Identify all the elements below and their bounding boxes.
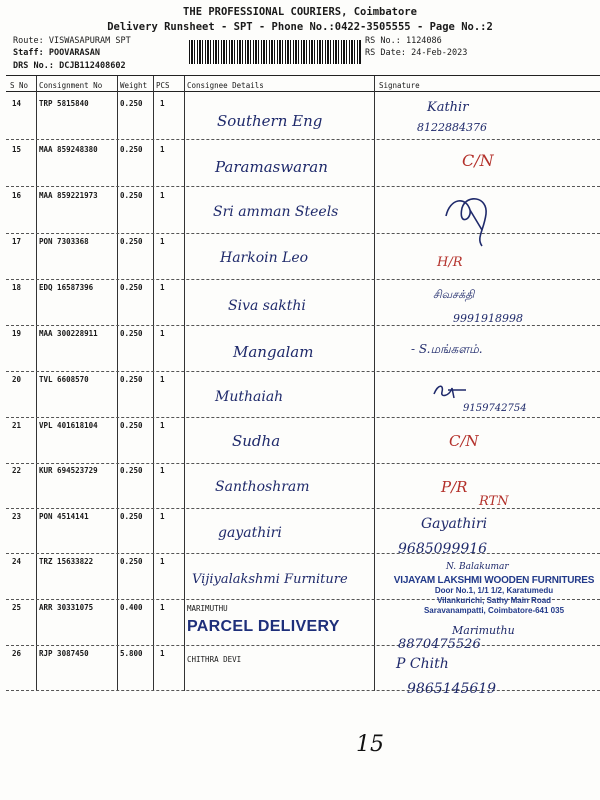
row-pcs: 1 (160, 237, 165, 246)
row-signature: Gayathiri (421, 516, 488, 532)
route-value: VISWASAPURAM SPT (48, 36, 131, 46)
row-consignment-no: TVL 6608570 (39, 375, 89, 384)
row-consignment-no: PON 7303368 (39, 237, 89, 246)
row-weight: 0.250 (120, 145, 143, 154)
row-divider (6, 186, 600, 187)
row-signature-phone: 9159742754 (463, 403, 527, 414)
row-consignment-no: PON 4514141 (39, 512, 89, 521)
rs-date-label: RS Date: (365, 48, 406, 58)
row-signature: C/N (462, 151, 494, 170)
stamp-company-name: VIJAYAM LAKSHMI WOODEN FURNITURES (393, 575, 595, 586)
row-weight: 0.250 (120, 512, 143, 521)
row-consignee-handwritten: Harkoin Leo (220, 250, 309, 266)
row-consignee-handwritten: Muthaiah (215, 389, 284, 405)
row-consignee-handwritten: Santhoshram (215, 479, 310, 495)
row-consignee: MARIMUTHU (187, 604, 228, 613)
row-divider (6, 279, 600, 280)
row-signature: H/R (437, 255, 463, 270)
row-sno: 21 (12, 421, 22, 430)
row-weight: 0.250 (120, 329, 143, 338)
row-consignment-no: RJP 3087450 (39, 649, 89, 658)
row-pcs: 1 (160, 649, 165, 658)
row-signature: Kathir (427, 100, 469, 115)
drs-label: DRS No.: (13, 61, 54, 71)
row-signature: Marimuthu (452, 624, 515, 637)
row-weight: 0.250 (120, 191, 143, 200)
row-consignment-no: TRP 5815840 (39, 99, 89, 108)
row-consignment-no: MAA 300228911 (39, 329, 98, 338)
row-consignment-no: VPL 401618104 (39, 421, 98, 430)
footer-handwritten-count: 15 (356, 732, 384, 757)
rs-no-value: 1124086 (405, 36, 442, 46)
rs-date-value: 24-Feb-2023 (411, 48, 468, 58)
company-rubber-stamp (391, 575, 597, 616)
row-divider (6, 690, 600, 691)
row-consignment-no: ARR 30331075 (39, 603, 94, 612)
row-weight: 0.250 (120, 557, 143, 566)
rs-no-label: RS No.: (365, 36, 401, 46)
rs-date-line (365, 48, 467, 58)
row-signature: சிவசக்தி (433, 288, 475, 301)
stamp-address-line: Door No.1, 1/1 1/2, Karatumedu (434, 586, 554, 595)
row-consignment-no: MAA 859248380 (39, 145, 98, 154)
row-consignment-no: MAA 859221973 (39, 191, 98, 200)
row-consignee-handwritten: Mangalam (233, 343, 314, 361)
parcel-delivery-stamp: PARCEL DELIVERY (187, 618, 340, 635)
runsheet-subtitle: Delivery Runsheet - SPT - Phone No.:0422-3505555 - Page No.:2 (107, 21, 493, 33)
row-signature: C/N (449, 432, 479, 450)
col-header-consignment: Consignment No (39, 81, 103, 90)
row-weight: 0.400 (120, 603, 143, 612)
row-consignee-handwritten: Siva sakthi (228, 298, 306, 314)
staff-line (13, 48, 100, 58)
row-consignment-no: KUR 694523729 (39, 466, 98, 475)
row-sno: 15 (12, 145, 22, 154)
row-sno: 25 (12, 603, 22, 612)
row-consignee-handwritten: Sudha (232, 432, 281, 450)
row-signature-phone: 8870475526 (398, 637, 481, 652)
row-pcs: 1 (160, 375, 165, 384)
row-sno: 24 (12, 557, 22, 566)
col-header-weight: Weight (120, 81, 148, 90)
row-sno: 14 (12, 99, 22, 108)
row-consignee-handwritten: gayathiri (218, 525, 282, 541)
row-pcs: 1 (160, 466, 165, 475)
row-sno: 26 (12, 649, 22, 658)
company-title: THE PROFESSIONAL COURIERS, Coimbatore (183, 6, 417, 18)
row-divider (6, 139, 600, 140)
row-consignee-handwritten: Paramaswaran (215, 158, 328, 176)
row-weight: 0.250 (120, 237, 143, 246)
row-weight: 0.250 (120, 99, 143, 108)
row-consignee-handwritten: Vijiyalakshmi Furniture (192, 572, 348, 587)
row-divider (6, 508, 600, 509)
row-pcs: 1 (160, 603, 165, 612)
route-label: Route: (13, 36, 44, 46)
row-divider (6, 325, 600, 326)
row-pcs: 1 (160, 191, 165, 200)
row-signature: - S.மங்களம். (411, 342, 483, 356)
row-sno: 18 (12, 283, 22, 292)
row-consignment-no: EDQ 16587396 (39, 283, 94, 292)
staff-value: POOVARASAN (48, 48, 101, 58)
row-signature-phone: 9865145619 (407, 681, 497, 697)
table-header-rule (6, 91, 600, 92)
row-sno: 17 (12, 237, 22, 246)
row-pcs: 1 (160, 557, 165, 566)
signature-scribble-icon (436, 186, 500, 252)
row-divider (6, 645, 600, 646)
row-sno: 20 (12, 375, 22, 384)
row-signature-phone: 9991918998 (453, 312, 523, 325)
row-divider (6, 553, 600, 554)
row-consignment-no: TRZ 15633822 (39, 557, 94, 566)
row-signature-note: RTN (479, 494, 509, 509)
row-sno: 16 (12, 191, 22, 200)
row-consignee-handwritten: Sri amman Steels (213, 204, 339, 220)
row-signature-phone: 9685099916 (398, 541, 488, 557)
row-sno: 22 (12, 466, 22, 475)
row-divider (6, 463, 600, 464)
row-signature: P Chith (396, 656, 449, 672)
signature-scribble-icon (430, 380, 470, 402)
stamp-address-line: Saravanampatti, Coimbatore-641 035 (423, 606, 565, 615)
row-consignee: CHITHRA DEVI (187, 655, 242, 664)
row-sno: 23 (12, 512, 22, 521)
row-weight: 0.250 (120, 421, 143, 430)
row-divider (6, 371, 600, 372)
col-header-signature: Signature (379, 81, 420, 90)
row-pcs: 1 (160, 329, 165, 338)
drs-value: DCJB112408602 (59, 61, 126, 71)
drs-line (13, 61, 126, 71)
route-line (13, 36, 131, 46)
row-pcs: 1 (160, 512, 165, 521)
rs-no-line (365, 36, 442, 46)
col-header-sno: S No (10, 81, 29, 90)
row-pcs: 1 (160, 421, 165, 430)
row-signature: N. Balakumar (446, 562, 509, 572)
stamp-address-line: Vilankurichi, Sathy Main Road (436, 596, 552, 605)
col-header-pcs: PCS (156, 81, 170, 90)
drs-barcode (189, 40, 361, 64)
row-signature: P/R (441, 478, 468, 496)
row-consignee-handwritten: Southern Eng (217, 112, 323, 130)
row-divider (6, 417, 600, 418)
row-pcs: 1 (160, 145, 165, 154)
row-weight: 0.250 (120, 375, 143, 384)
row-pcs: 1 (160, 283, 165, 292)
row-weight: 5.800 (120, 649, 143, 658)
row-sno: 19 (12, 329, 22, 338)
row-divider (6, 233, 600, 234)
table-top-rule (6, 75, 600, 76)
col-header-consignee: Consignee Details (187, 81, 264, 90)
row-weight: 0.250 (120, 466, 143, 475)
row-pcs: 1 (160, 99, 165, 108)
staff-label: Staff: (13, 48, 44, 58)
row-signature-phone: 8122884376 (417, 121, 487, 134)
row-weight: 0.250 (120, 283, 143, 292)
